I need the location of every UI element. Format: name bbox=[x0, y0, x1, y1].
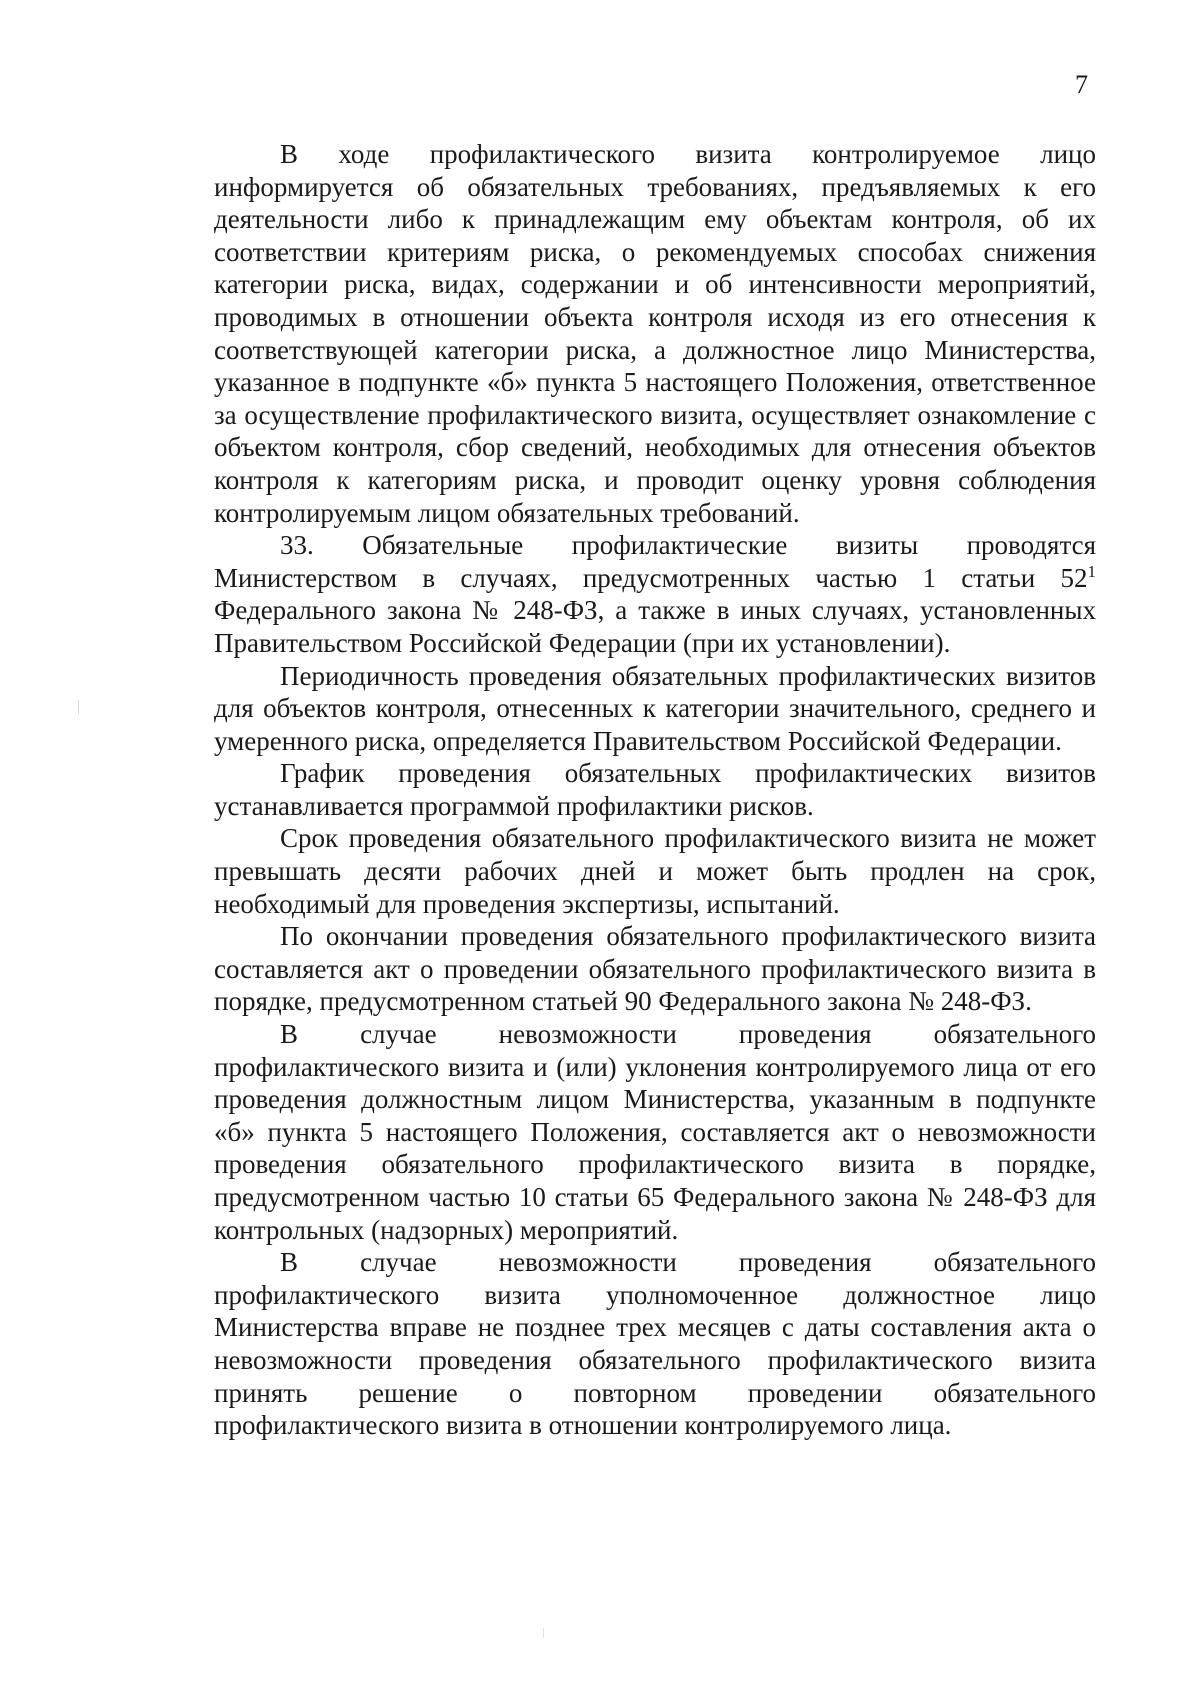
paragraph-visit-info: В ходе профилактического визита контролируемое лицо информируется об обязательных требованиях, предъявляемых к его деятельности либо к принадлежащим ему объектам контроля, об их соответствии критериям риска, о рекомендуемых способах снижения категории риска, видах, содержании и об интенсивности мероприятий, проводимых в отношении объекта контроля исходя из его отнесения к соответствующей категории риска, а должностное лицо Министерства, указанное в подпункте «б» пункта 5 настоящего Положения, ответственное за осуществление профилактического визита, осуществляет ознакомление с объектом контроля, сбор сведений, необходимых для отнесения объектов контроля к категориям риска, и проводит оценку уровня соблюдения контролируемым лицом обязательных требований. bbox=[214, 139, 1096, 528]
paragraph-33-text-before: 33. Обязательные профилактические визиты проводятся Министерством в случаях, предусмотренных частью 1 статьи 52 bbox=[214, 530, 1096, 593]
paragraph-periodicity: Периодичность проведения обязательных профилактических визитов для объектов контроля, отнесенных к категории значительного, среднего и умеренного риска, определяется Правительством Российской Федерации. bbox=[214, 660, 1096, 756]
paragraph-repeat-visit: В случае невозможности проведения обязательного профилактического визита уполномоченное должностное лицо Министерства вправе не позднее трех месяцев с даты составления акта о невозможности проведения обязательного профилактического визита принять решение о повторном проведении обязательного профилактического визита в отношении контролируемого лица. bbox=[214, 1247, 1096, 1441]
paragraph-33-text-after: Федерального закона № 248-ФЗ, а также в иных случаях, установленных Правительством Российской Федерации (при их установлении). bbox=[214, 595, 1096, 658]
paragraph-33-mandatory-visits bbox=[214, 529, 1096, 659]
paragraph-schedule: График проведения обязательных профилактических визитов устанавливается программой профилактики рисков. bbox=[214, 758, 1096, 821]
page-number: 7 bbox=[1075, 70, 1088, 99]
paragraph-impossibility-act: В случае невозможности проведения обязательного профилактического визита и (или) уклонения контролируемого лица от его проведения должностным лицом Министерства, указанным в подпункте «б» пункта 5 настоящего Положения, составляется акт о невозможности проведения обязательного профилактического визита в порядке, предусмотренном частью 10 статьи 65 Федерального закона № 248-ФЗ для контрольных (надзорных) мероприятий. bbox=[214, 1019, 1096, 1245]
paragraph-duration: Срок проведения обязательного профилактического визита не может превышать десяти рабочих дней и может быть продлен на срок, необходимый для проведения экспертизы, испытаний. bbox=[214, 823, 1096, 919]
paragraph-act: По окончании проведения обязательного профилактического визита составляется акт о проведении обязательного профилактического визита в порядке, предусмотренном статьей 90 Федерального закона № 248-ФЗ. bbox=[214, 921, 1096, 1017]
scan-artifact bbox=[78, 700, 79, 714]
scan-artifact bbox=[543, 1628, 544, 1638]
article-superscript: 1 bbox=[1087, 561, 1096, 581]
document-body bbox=[214, 138, 1096, 1442]
